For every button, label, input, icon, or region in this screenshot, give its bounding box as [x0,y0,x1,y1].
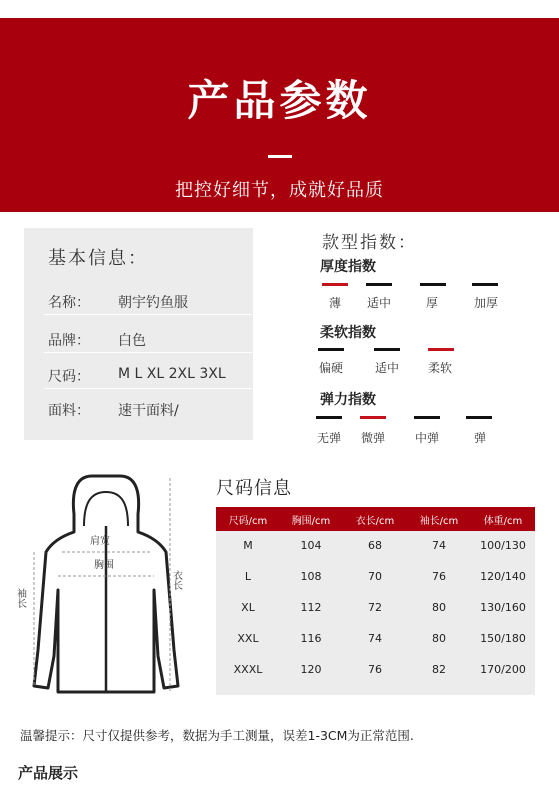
elasticity-bar-none [316,416,342,419]
softness-bar-medium [374,348,400,351]
thickness-index-title: 厚度指数 [320,259,376,275]
thickness-label-medium: 适中 [366,296,391,310]
info-label: 名称： [48,295,90,311]
product-showcase-heading: 产品展示 [18,764,79,782]
softness-index-title: 柔软指数 [320,325,376,341]
table-cell: 70 [368,570,382,583]
thickness-bar-medium [366,283,392,286]
size-table-header [216,507,535,531]
table-cell: 104 [300,539,322,552]
info-value: 朝宇钓鱼服 [118,295,188,311]
page-title: 产品参数 [187,76,372,125]
thickness-label-thin: 薄 [328,296,341,310]
table-cell: 80 [432,601,446,614]
table-cell: 76 [368,663,382,676]
thickness-bar-thick [420,283,446,286]
softness-label-soft: 柔软 [427,361,452,375]
column-header: 体重/cm [483,516,523,527]
softness-bar-hard [318,348,344,351]
info-label: 品牌： [48,333,90,349]
header-banner [0,18,559,212]
elasticity-bar-medium [414,416,440,419]
table-cell: 74 [432,539,446,552]
table-cell: 112 [300,601,322,614]
elasticity-index-title: 弹力指数 [320,392,376,408]
elasticity-bar-high [466,416,492,419]
table-cell: 82 [432,663,446,676]
table-cell: XXL [237,632,259,645]
table-cell: 80 [432,632,446,645]
table-cell: 68 [368,539,382,552]
table-cell: 130/160 [480,601,526,614]
column-header: 衣长/cm [355,516,395,527]
page-subtitle: 把控好细节，成就好品质 [175,180,384,201]
divider [44,314,252,315]
shoulder-label: 肩宽 [90,536,110,547]
sleeve-label: 袖长 [14,588,26,608]
length-label: 衣长 [170,570,182,590]
divider [44,352,252,353]
elasticity-label-slight: 微弹 [360,431,385,445]
thickness-label-thick: 厚 [425,296,438,310]
table-cell: XXXL [233,663,263,676]
table-cell: 72 [368,601,382,614]
size-tip: 温馨提示：尺寸仅提供参考，数据为手工测量，误差1-3CM为正常范围. [20,728,414,743]
table-cell: 150/180 [480,632,526,645]
thickness-label-extra: 加厚 [473,296,498,310]
table-cell: L [244,570,252,583]
elasticity-label-medium: 中弹 [414,431,439,445]
chest-label: 胸围 [94,560,114,571]
info-value: M L XL 2XL 3XL [118,366,226,382]
info-label: 尺码： [48,369,90,385]
info-value: 白色 [118,333,146,349]
size-info-title: 尺码信息 [216,478,292,499]
column-header: 胸围/cm [291,516,331,527]
table-cell: 120 [300,663,322,676]
table-cell: 74 [368,632,382,645]
info-value: 速干面料/ [118,403,179,419]
table-cell: 120/140 [480,570,526,583]
basic-info-card [24,228,253,440]
table-cell: 170/200 [480,663,526,676]
size-table [216,507,535,695]
elasticity-label-none: 无弹 [316,431,341,445]
info-label: 面料： [48,403,90,419]
elasticity-bar-slight [360,416,386,419]
elasticity-label-high: 弹 [473,431,486,445]
table-cell: 100/130 [480,539,526,552]
table-cell: XL [241,601,255,614]
table-cell: 116 [300,632,322,645]
basic-info-title: 基本信息： [48,248,148,269]
column-header: 尺码/cm [228,516,268,527]
table-cell: 108 [300,570,322,583]
column-header: 袖长/cm [419,516,459,527]
thickness-bar-thin [322,283,348,286]
table-cell: 76 [432,570,446,583]
thickness-bar-extra [472,283,498,286]
softness-label-medium: 适中 [374,361,399,375]
divider [44,388,252,389]
table-cell: M [243,539,253,552]
hood-opening [84,492,128,526]
style-index-title: 款型指数： [322,233,417,253]
softness-bar-soft [428,348,454,351]
garment-diagram [12,460,197,715]
title-divider [268,155,292,158]
softness-label-hard: 偏硬 [318,361,343,375]
